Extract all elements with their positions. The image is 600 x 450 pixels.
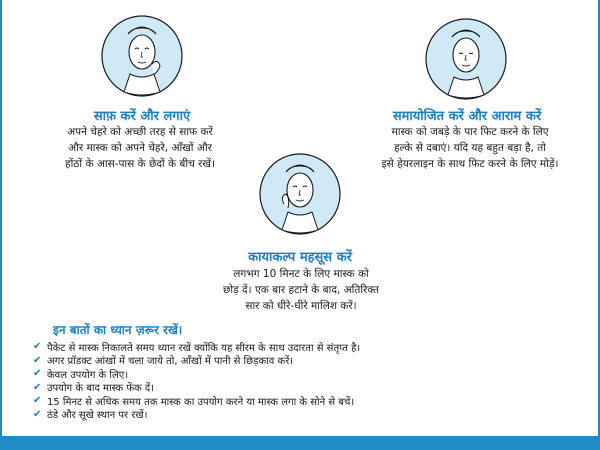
- frame-bottom-bar: [0, 436, 600, 450]
- list-item: ✔ ठंडे और सूखे स्थान पर रखें।: [33, 408, 148, 422]
- step-title-adjust-relax: समायोजित करें और आराम करें: [392, 109, 542, 124]
- step-desc-clean-apply: अपने चेहरे को अच्छी तरह से साफ करें और मास्क को अपने चेहरे, आँखों और होंठों के आस-पास के छेदों के बीच रखें।: [65, 126, 215, 170]
- frame-left-border: [0, 0, 2, 450]
- step-desc-adjust-relax: मास्क को जबड़े के पार फिट करने के लिए हल्के से दबाएं। यदि यह बहुत बड़ा है, तो इसे हेयरलाइन के साथ फिट करने के लिए मोड़ें।: [381, 126, 559, 170]
- checkmark-icon: ✔: [33, 395, 42, 407]
- tips-list: [33, 340, 588, 421]
- step-title-clean-apply: साफ़ करें और लगाएं: [93, 109, 191, 124]
- list-item: ✔ उपयोग के बाद मास्क फेंक दें।: [33, 381, 154, 395]
- list-item: ✔ 15 मिनट से अधिक समय तक मास्क का उपयोग करने या मास्क लगा के सोने से बचें।: [33, 395, 355, 408]
- checkmark-icon: ✔: [33, 354, 42, 366]
- checkmark-icon: ✔: [33, 381, 42, 393]
- list-item: ✔ पैकेट से मास्क निकालते समय ध्यान रखें क्योंकि यह सीरम के साथ उदारता से संतृप्त है।: [33, 341, 361, 354]
- checkmark-icon: ✔: [33, 341, 42, 353]
- checkmark-icon: ✔: [33, 368, 42, 380]
- face-mask-illustration-rejuvenate: [258, 152, 342, 236]
- step-title-feel-rejuvenated: कायाकल्प महसूस करें: [248, 250, 352, 265]
- list-item: ✔ केवल उपयोग के लिए।: [33, 368, 129, 381]
- face-mask-illustration-adjust: [424, 17, 508, 101]
- tips-heading: इन बातों का ध्यान ज़रूर रखें।: [53, 323, 183, 337]
- step-desc-feel-rejuvenated: लगभग 10 मिनट के लिए मास्क को छोड़ दें। एक बार हटाने के बाद, अतिरिक्त सार को धीरे-धीरे मालिश करें।: [223, 268, 379, 312]
- list-item: ✔ अगर प्रॉडक्ट आंखों में चला जाये तो, आँखों में पानी से छिड़काव करें।: [33, 354, 294, 368]
- face-mask-illustration-apply: [100, 14, 184, 98]
- checkmark-icon: ✔: [33, 408, 42, 420]
